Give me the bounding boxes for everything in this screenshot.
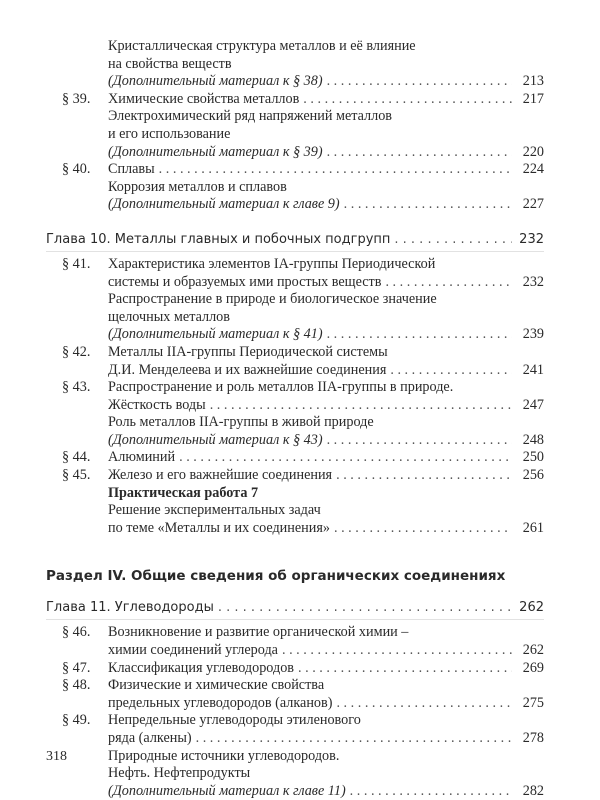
chapter-heading-10 xyxy=(46,231,544,252)
leader-dots xyxy=(336,467,512,485)
leader-dots xyxy=(394,231,512,248)
entry-text: системы и образуемых ими простых веществ xyxy=(108,273,382,290)
toc-entry xyxy=(58,712,544,747)
page-ref: 275 xyxy=(522,694,544,711)
toc-entry xyxy=(58,414,544,449)
entry-line: и его использование xyxy=(108,125,231,142)
page-ref: 232 xyxy=(519,231,544,247)
entry-text: (Дополнительный материал к § 43) xyxy=(108,431,323,448)
entry-number: § 48. xyxy=(62,677,91,694)
toc-group-chapter9-tail xyxy=(58,38,544,214)
entry-text: (Дополнительный материал к § 38) xyxy=(108,73,323,90)
leader-dots xyxy=(303,91,512,109)
page-ref: 220 xyxy=(522,143,544,160)
entry-line: Коррозия металлов и сплавов xyxy=(108,178,287,195)
page-ref: 256 xyxy=(522,467,544,484)
toc-entry xyxy=(58,677,544,712)
leader-dots xyxy=(336,695,512,713)
entry-number: § 41. xyxy=(62,255,91,272)
entry-line: Металлы IIA-группы Периодической системы xyxy=(108,343,388,360)
leader-dots xyxy=(390,362,512,380)
page-number: 318 xyxy=(46,749,67,764)
page-ref: 247 xyxy=(522,396,544,413)
entry-line: Нефть. Нефтепродукты xyxy=(108,765,251,782)
page-ref: 262 xyxy=(522,642,544,659)
toc-entry xyxy=(58,748,544,800)
leader-dots xyxy=(218,599,512,616)
entry-line: Природные источники углеводородов. xyxy=(108,747,340,764)
page-ref: 239 xyxy=(522,326,544,343)
practical-work-entry xyxy=(58,485,544,538)
entry-line: на свойства веществ xyxy=(108,55,232,72)
chapter-title: Глава 10. Металлы главных и побочных подгрупп xyxy=(46,231,391,247)
entry-number: § 39. xyxy=(62,90,91,107)
entry-text: Жёсткость воды xyxy=(108,396,206,413)
page-ref: 248 xyxy=(522,431,544,448)
page-ref: 224 xyxy=(522,161,544,178)
entry-number: § 42. xyxy=(62,343,91,360)
leader-dots xyxy=(327,326,512,344)
chapter-heading-11 xyxy=(46,599,544,620)
leader-dots xyxy=(327,144,512,162)
page-ref: 262 xyxy=(519,600,544,616)
entry-text: (Дополнительный материал к § 41) xyxy=(108,326,323,343)
entry-text: Сплавы xyxy=(108,161,155,178)
entry-number: § 40. xyxy=(62,161,91,178)
entry-line: Характеристика элементов IA-группы Периодической xyxy=(108,255,436,272)
page-ref: 278 xyxy=(522,730,544,746)
section-heading-4: Раздел IV. Общие сведения об органических соединениях xyxy=(46,568,506,585)
toc-group-chapter10 xyxy=(58,256,544,485)
practical-title: Практическая работа 7 xyxy=(108,484,259,501)
toc-entry xyxy=(58,467,544,485)
page-ref: 232 xyxy=(522,273,544,290)
entry-line: Распространение и роль металлов IIA-группы в природе. xyxy=(108,379,454,396)
page-ref: 261 xyxy=(522,519,544,536)
toc-entry xyxy=(58,379,544,414)
entry-text: Химические свойства металлов xyxy=(108,90,300,107)
toc-entry xyxy=(58,38,544,91)
entry-text: по теме «Металлы и их соединения» xyxy=(108,519,330,536)
entry-text: Д.И. Менделеева и их важнейшие соединения xyxy=(108,361,387,378)
leader-dots xyxy=(159,161,512,179)
page-ref: 241 xyxy=(522,361,544,378)
page-ref: 282 xyxy=(522,782,544,799)
entry-text: ряда (алкены) xyxy=(108,730,192,746)
entry-number: § 45. xyxy=(62,467,91,484)
entry-line: Кристаллическая структура металлов и её влияние xyxy=(108,38,416,54)
leader-dots xyxy=(327,432,512,450)
chapter-title: Глава 11. Углеводороды xyxy=(46,600,214,616)
page-ref: 213 xyxy=(522,73,544,90)
entry-number: § 47. xyxy=(62,659,91,676)
entry-text: (Дополнительный материал к главе 11) xyxy=(108,782,346,799)
leader-dots xyxy=(344,196,512,214)
entry-line: Решение экспериментальных задач xyxy=(108,502,321,519)
leader-dots xyxy=(210,397,512,415)
entry-number: § 43. xyxy=(62,379,91,396)
entry-line: Возникновение и развитие органической химии – xyxy=(108,624,409,641)
toc-entry xyxy=(58,91,544,109)
entry-number: § 46. xyxy=(62,624,91,641)
entry-number: § 49. xyxy=(62,712,91,729)
leader-dots xyxy=(327,73,512,91)
toc-entry xyxy=(58,256,544,291)
page-ref: 217 xyxy=(522,90,544,107)
entry-line: щелочных металлов xyxy=(108,308,230,325)
entry-number: § 44. xyxy=(62,449,91,466)
toc-entry xyxy=(58,108,544,161)
page-ref: 227 xyxy=(522,196,544,213)
leader-dots xyxy=(385,274,512,292)
entry-text: Алюминий xyxy=(108,449,176,466)
entry-line: Электрохимический ряд напряжений металлов xyxy=(108,108,392,125)
toc-entry xyxy=(58,344,544,379)
entry-line: Распространение в природе и биологическое значение xyxy=(108,291,437,308)
entry-line: Роль металлов IIA-группы в живой природе xyxy=(108,414,374,431)
leader-dots xyxy=(350,783,512,800)
entry-text: (Дополнительный материал к § 39) xyxy=(108,143,323,160)
entry-text: предельных углеводородов (алканов) xyxy=(108,694,333,711)
toc-group-chapter11 xyxy=(58,624,544,800)
toc-entry xyxy=(58,449,544,467)
entry-text: Железо и его важнейшие соединения xyxy=(108,467,333,484)
entry-text: Классификация углеводородов xyxy=(108,659,295,676)
toc-entry xyxy=(58,179,544,214)
page-ref: 250 xyxy=(522,449,544,466)
toc-entry xyxy=(58,660,544,678)
leader-dots xyxy=(196,730,512,748)
toc-entry xyxy=(58,291,544,344)
leader-dots xyxy=(282,642,512,660)
page-ref: 269 xyxy=(522,659,544,676)
entry-text: химии соединений углерода xyxy=(108,642,278,659)
entry-line: Физические и химические свойства xyxy=(108,677,325,694)
entry-line: Непредельные углеводороды этиленового xyxy=(108,712,361,729)
toc-entry xyxy=(58,624,544,659)
leader-dots xyxy=(298,660,512,678)
toc-entry xyxy=(58,161,544,179)
entry-text: (Дополнительный материал к главе 9) xyxy=(108,196,340,213)
leader-dots xyxy=(334,520,512,538)
leader-dots xyxy=(179,449,512,467)
